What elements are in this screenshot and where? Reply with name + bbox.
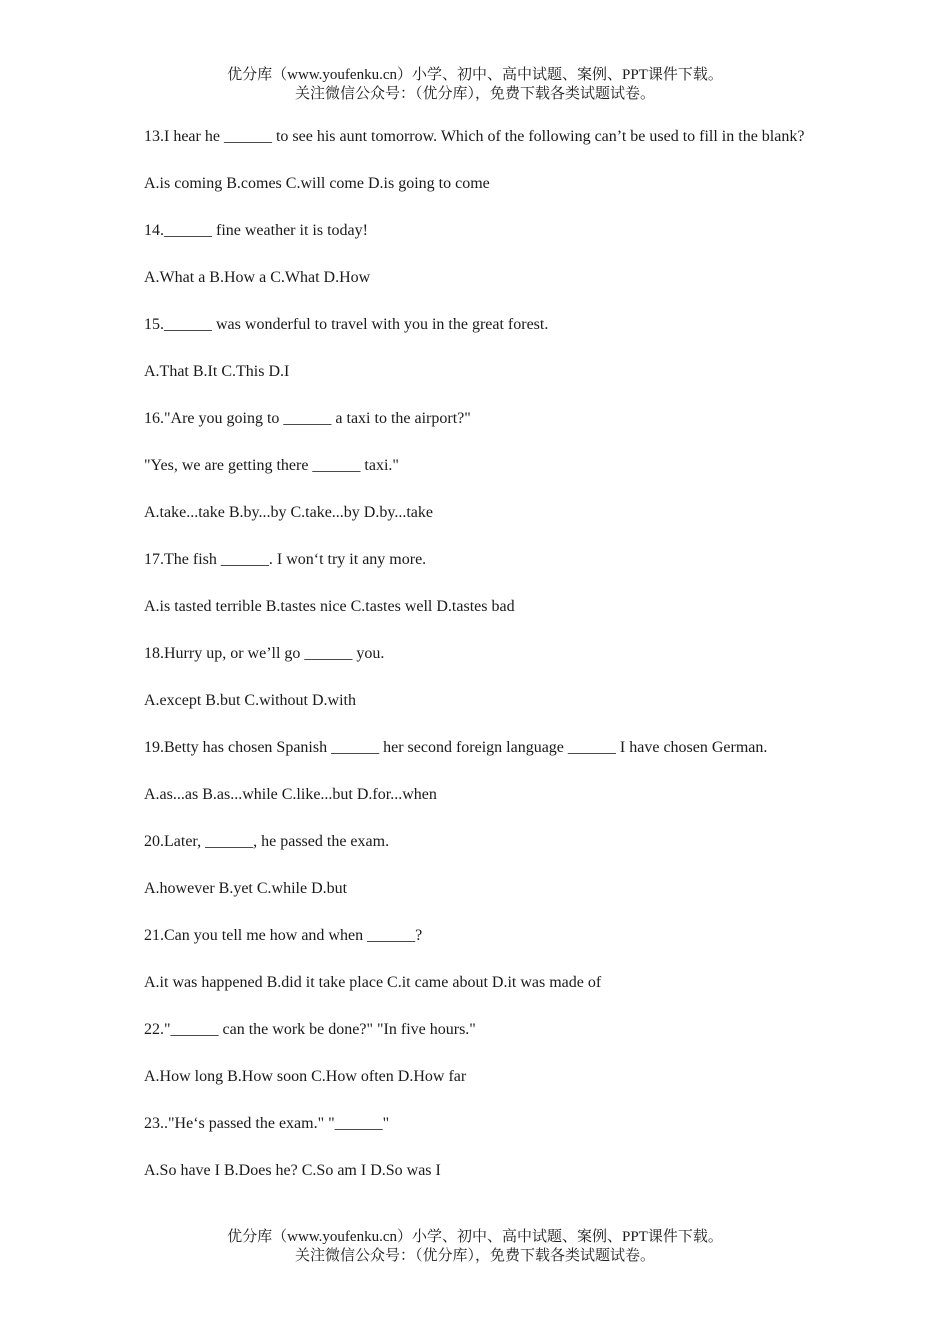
question-17: 17.The fish ______. I won‘t try it any more. (144, 551, 427, 568)
options-15: A.That B.It C.This D.I (144, 363, 290, 380)
question-22: 22."______ can the work be done?" "In five hours." (144, 1021, 476, 1038)
question-23: 23.."He‘s passed the exam." "______" (144, 1115, 390, 1132)
options-22: A.How long B.How soon C.How often D.How far (144, 1068, 467, 1085)
question-19: 19.Betty has chosen Spanish ______ her second foreign language ______ I have chosen German. (144, 739, 768, 756)
options-20: A.however B.yet C.while D.but (144, 880, 348, 897)
options-23: A.So have I B.Does he? C.So am I D.So was I (144, 1162, 441, 1179)
options-21: A.it was happened B.did it take place C.it came about D.it was made of (144, 974, 602, 991)
question-20: 20.Later, ______, he passed the exam. (144, 833, 390, 850)
document-body (144, 125, 809, 1206)
question-13: 13.I hear he ______ to see his aunt tomorrow. Which of the following can’t be used to fill in the blank? (144, 128, 805, 145)
options-18: A.except B.but C.without D.with (144, 692, 356, 709)
header-line-1: 优分库（www.youfenku.cn）小学、初中、高中试题、案例、PPT课件下载。 (227, 67, 723, 83)
question-21: 21.Can you tell me how and when ______? (144, 927, 423, 944)
question-16-reply: "Yes, we are getting there ______ taxi." (144, 457, 399, 474)
question-15: 15.______ was wonderful to travel with you in the great forest. (144, 316, 549, 333)
footer-line-2: 关注微信公众号：（优分库），免费下载各类试题试卷。 (294, 1248, 655, 1264)
options-17: A.is tasted terrible B.tastes nice C.tastes well D.tastes bad (144, 598, 515, 615)
footer-line-1: 优分库（www.youfenku.cn）小学、初中、高中试题、案例、PPT课件下载。 (227, 1229, 723, 1245)
options-19: A.as...as B.as...while C.like...but D.for...when (144, 786, 437, 803)
page-footer (0, 1228, 950, 1266)
options-14: A.What a B.How a C.What D.How (144, 269, 371, 286)
question-18: 18.Hurry up, or we’ll go ______ you. (144, 645, 385, 662)
question-14: 14.______ fine weather it is today! (144, 222, 368, 239)
options-16: A.take...take B.by...by C.take...by D.by...take (144, 504, 433, 521)
header-line-2: 关注微信公众号：（优分库），免费下载各类试题试卷。 (294, 86, 655, 102)
page-header (0, 66, 950, 104)
question-16: 16."Are you going to ______ a taxi to the airport?" (144, 410, 471, 427)
options-13: A.is coming B.comes C.will come D.is going to come (144, 175, 490, 192)
